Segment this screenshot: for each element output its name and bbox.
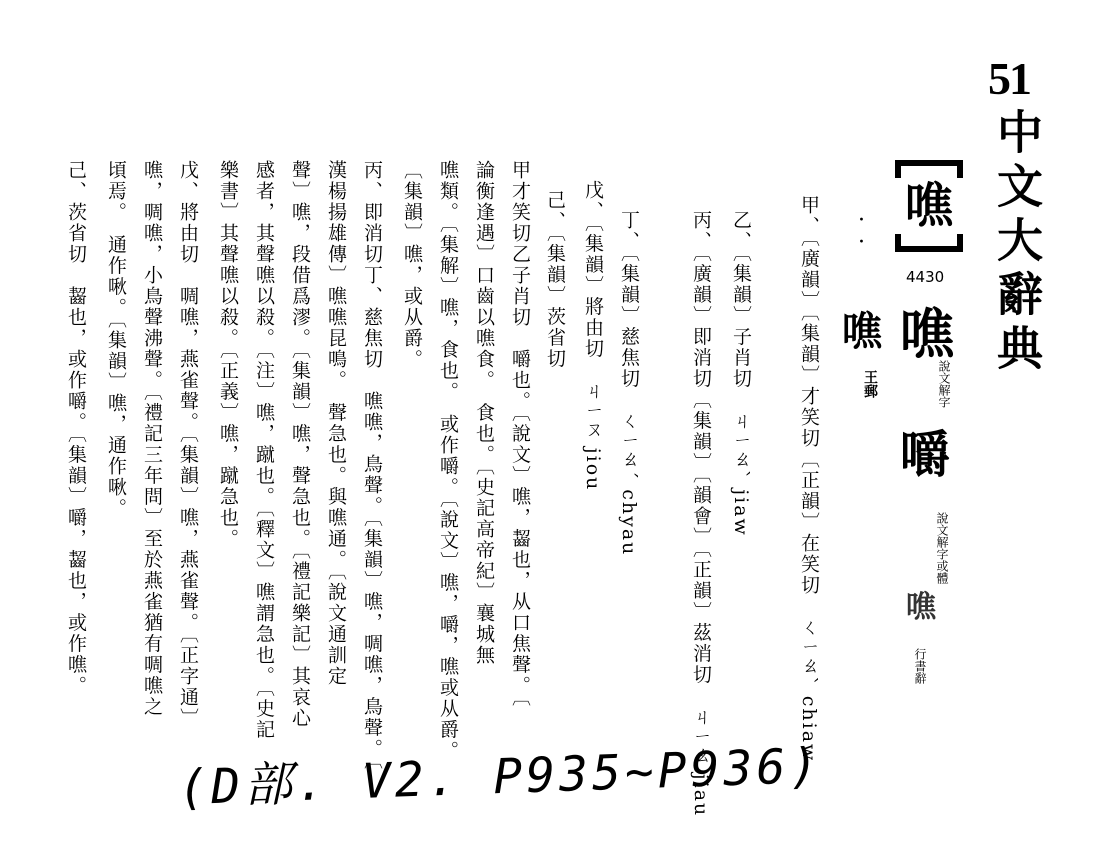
text-column-11: 丙、即消切丁、慈焦切 噍噍，鳥聲。〔集韻〕噍，啁噍，鳥聲。〔 bbox=[361, 160, 383, 771]
text-column-17: 噍，啁噍，小鳥聲沸聲。〔禮記三年問〕至於燕雀猶有啁噍之 bbox=[141, 160, 163, 718]
text-column-2: 乙、〔集韻〕子肖切 ㄐㄧㄠˋ jiaw bbox=[730, 210, 752, 537]
text-column-10: 〔集韻〕噍，或从爵。 bbox=[401, 160, 423, 370]
text-column-7: 甲才笑切乙子肖切 嚼也。〔說文〕噍，齧也，从口焦聲。〔 bbox=[509, 160, 531, 708]
entry-number: 4430 bbox=[906, 268, 945, 286]
text-column-9: 噍類。〔集解〕噍，食也。 或作嚼。〔說文〕噍，嚼，噍或从爵。 bbox=[437, 160, 459, 762]
seal-form-1: 噍 bbox=[900, 302, 954, 366]
text-column-1: 甲、〔廣韻〕〔集韻〕才笑切〔正韻〕在笑切 ㄑㄧㄠˋ chiaw bbox=[798, 195, 820, 763]
seal-form-2: 嚼 bbox=[900, 425, 950, 484]
text-column-15: 樂書〕其聲噍以殺。〔正義〕噍，蹴急也。 bbox=[217, 160, 239, 550]
text-column-19: 己、茨省切 齧也，或作嚼。〔集韻〕嚼，齧也，或作噍。 bbox=[65, 160, 87, 697]
bracket-top bbox=[895, 160, 963, 178]
text-column-3: 丙、〔廣韻〕即消切〔集韻〕〔韻會〕〔正韻〕茲消切 ㄐㄧㄠ jiau bbox=[690, 210, 712, 818]
head-character-box bbox=[898, 150, 960, 262]
text-column-18: 頃焉。 通作啾。〔集韻〕噍，通作啾。 bbox=[105, 160, 127, 519]
text-column-5: 戊、〔集韻〕將由切 ㄐㄧㄡ jiou bbox=[582, 180, 604, 492]
text-column-16: 戊、將由切 啁噍，燕雀聲。〔集韻〕噍，燕雀聲。〔正字通〕 bbox=[177, 160, 199, 729]
page-number: 51 bbox=[988, 53, 1030, 104]
variant-glyph: 噍 bbox=[842, 308, 882, 355]
handwritten-reference: (D部. V2. P935~P936) bbox=[177, 737, 824, 817]
seal-form-3: 噍 bbox=[906, 590, 936, 625]
head-character: 噍 bbox=[904, 178, 953, 234]
seal-form-2-note: 說文解字或體 bbox=[935, 512, 949, 584]
text-column-8: 論衡逢遇〕口齒以噍食。 食也。〔史記高帝紀〕襄城無 bbox=[473, 160, 495, 666]
text-column-12: 漢楊揚雄傳〕噍噍昆鳴。 聲急也。與噍通。〔說文通訓定 bbox=[325, 160, 347, 687]
seal-form-3-note: 行書辭 bbox=[913, 648, 927, 684]
seal-form-1-note: 說文解字 bbox=[937, 360, 951, 408]
text-column-6: 己、〔集韻〕茨省切 bbox=[544, 190, 566, 370]
text-column-14: 感者，其聲噍以殺。〔注〕噍，蹴也。〔釋文〕噍謂急也。〔史記 bbox=[253, 160, 275, 741]
text-column-13: 聲〕噍，段借爲漻。〔集韻〕噍，聲急也。〔禮記樂記〕其哀心 bbox=[289, 160, 311, 729]
text-column-4: 丁、〔集韻〕慈焦切 ㄑㄧㄠˊ chyau bbox=[618, 210, 640, 557]
variant-glyph-note: 王郵 bbox=[862, 370, 878, 398]
book-title: 中文大辭典 bbox=[990, 108, 1044, 378]
bracket-bottom bbox=[895, 234, 963, 252]
ornament-dots: · · bbox=[858, 208, 865, 255]
